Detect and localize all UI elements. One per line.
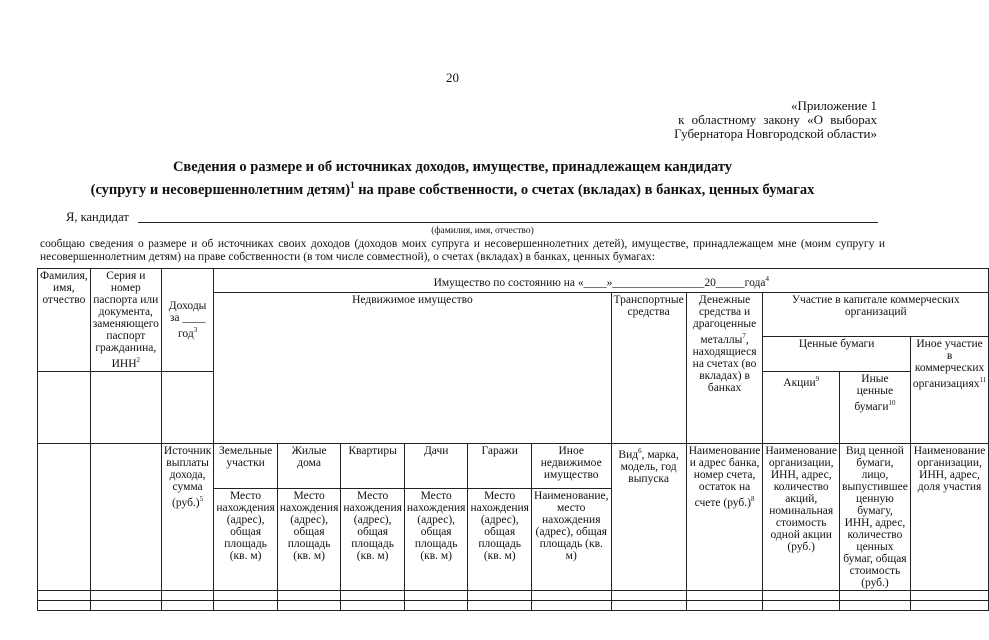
candidate-name-line[interactable] bbox=[138, 222, 878, 223]
securities-header: Ценные бумаги bbox=[763, 337, 910, 371]
money-header bbox=[686, 293, 763, 444]
property-header: Имущество по состоянию на «____»________________20_____года$^4$ bbox=[214, 269, 989, 293]
empty-cell[interactable] bbox=[840, 590, 911, 600]
empty-cell[interactable] bbox=[38, 590, 91, 600]
candidate-hint: (фамилия, имя, отчество) bbox=[431, 226, 534, 236]
dachas-header: Дачи bbox=[404, 443, 468, 488]
footnote-mark: 9 bbox=[815, 374, 820, 383]
footnote-mark: 4 bbox=[765, 274, 769, 283]
transport-header: Транспортные средства bbox=[611, 293, 686, 444]
declaration-table bbox=[37, 268, 989, 611]
blank-cell bbox=[38, 443, 91, 590]
empty-cell[interactable] bbox=[38, 600, 91, 610]
flats-header: Квартиры bbox=[341, 443, 405, 488]
other-real-estate-header: Иное недвижимое имущество bbox=[531, 443, 611, 488]
table-row bbox=[38, 590, 989, 600]
footnote-mark: 3 bbox=[193, 326, 198, 334]
other-participation-header bbox=[910, 337, 988, 443]
empty-cell[interactable] bbox=[763, 590, 840, 600]
candidate-label: Я, кандидат bbox=[66, 210, 129, 224]
garages-location: Место нахождения (адрес), общая площадь (кв. м) bbox=[468, 488, 532, 590]
footnote-mark: 7 bbox=[742, 332, 746, 340]
bank-desc bbox=[686, 443, 763, 590]
other-securities-text: Иные ценные бумаги bbox=[854, 372, 894, 413]
empty-cell[interactable] bbox=[531, 600, 611, 610]
title-line: Сведения о размере и об источниках доходов, имуществе, принадлежащем кандидату bbox=[172, 159, 733, 175]
title-line bbox=[0, 176, 905, 199]
empty-cell[interactable] bbox=[161, 590, 213, 600]
money-text: Денежные средства и драгоценные металлы bbox=[692, 294, 757, 346]
empty-cell[interactable] bbox=[214, 590, 278, 600]
footnote-mark: 5 bbox=[199, 494, 204, 503]
empty-cell[interactable] bbox=[686, 600, 763, 610]
shares-header bbox=[763, 371, 840, 443]
empty-cell[interactable] bbox=[763, 600, 840, 610]
footnote-mark: 2 bbox=[136, 356, 140, 364]
empty-cell[interactable] bbox=[90, 600, 161, 610]
footnote-mark: 6 bbox=[638, 446, 642, 455]
appendix-line: Губернатора Новгородской области» bbox=[674, 126, 877, 141]
footnote-mark: 11 bbox=[979, 376, 987, 385]
participation-header: Участие в капитале коммерческих организаций bbox=[763, 293, 989, 337]
land-header: Земельные участки bbox=[214, 443, 278, 488]
document-title bbox=[0, 158, 905, 199]
blank-cell bbox=[38, 371, 91, 443]
land-location: Место нахождения (адрес), общая площадь (кв. м) bbox=[214, 488, 278, 590]
vehicle-text: Вид bbox=[618, 448, 639, 461]
houses-header: Жилые дома bbox=[277, 443, 341, 488]
empty-cell[interactable] bbox=[277, 590, 341, 600]
property-head-part: года bbox=[744, 276, 766, 289]
houses-location: Место нахождения (адрес), общая площадь (кв. м) bbox=[277, 488, 341, 590]
property-head-part: Имущество по состоянию на «____» bbox=[433, 276, 613, 289]
real-estate-header: Недвижимое имущество bbox=[214, 293, 611, 444]
vehicle-text: , марка, модель, год выпуска bbox=[620, 448, 679, 485]
empty-cell[interactable] bbox=[214, 600, 278, 610]
col-income bbox=[161, 269, 213, 372]
page-number: 20 bbox=[446, 70, 459, 85]
vehicle-desc bbox=[611, 443, 686, 590]
other-participation-text: Иное участие в коммерческих организациях bbox=[912, 338, 985, 391]
empty-cell[interactable] bbox=[90, 590, 161, 600]
intro-text: сообщаю сведения о размере и об источниках своих доходов (доходов моих супруга и несовершеннолетних детей), имуществе, принадлежащем мне (моим супругу и несовершеннолетним детям) на праве собственности (в том числе совместной), о счетах (вкладах) в банках, ценных бумагах: bbox=[40, 238, 885, 263]
other-location: Наименование, место нахождения (адрес), общая площадь (кв. м) bbox=[531, 488, 611, 590]
other-participation-desc: Наименование организации, ИНН, адрес, доля участия bbox=[910, 443, 988, 590]
flats-location: Место нахождения (адрес), общая площадь (кв. м) bbox=[341, 488, 405, 590]
blank-cell bbox=[90, 371, 161, 443]
title-part: (супругу и несовершеннолетним детям) bbox=[90, 181, 351, 198]
income-source-text: Источник выплаты дохода, сумма (руб.) bbox=[163, 444, 212, 509]
empty-cell[interactable] bbox=[910, 590, 988, 600]
empty-cell[interactable] bbox=[686, 590, 763, 600]
footnote-mark: 10 bbox=[888, 398, 896, 407]
passport-text: Серия и номер паспорта или документа, заменяющего паспорт гражданина, ИНН bbox=[92, 270, 159, 370]
empty-cell[interactable] bbox=[910, 600, 988, 610]
footnote-mark: 8 bbox=[750, 494, 755, 503]
empty-cell[interactable] bbox=[840, 600, 911, 610]
other-securities-header bbox=[840, 371, 911, 443]
empty-cell[interactable] bbox=[611, 600, 686, 610]
bank-text: Наименование и адрес банка, номер счета, остаток на счете (руб.) bbox=[688, 444, 761, 509]
appendix-line: «Приложение 1 bbox=[790, 98, 877, 113]
empty-cell[interactable] bbox=[341, 600, 405, 610]
empty-cell[interactable] bbox=[341, 590, 405, 600]
empty-cell[interactable] bbox=[468, 600, 532, 610]
empty-cell[interactable] bbox=[277, 600, 341, 610]
blank-cell bbox=[90, 443, 161, 590]
empty-cell[interactable] bbox=[611, 590, 686, 600]
property-head-part: 20 bbox=[704, 276, 716, 289]
table-row bbox=[38, 600, 989, 610]
empty-cell[interactable] bbox=[404, 600, 468, 610]
income-source-header bbox=[161, 443, 213, 590]
money-text: , находящиеся на счетах (во вкладах) в банках bbox=[692, 333, 757, 394]
empty-cell[interactable] bbox=[468, 590, 532, 600]
dachas-location: Место нахождения (адрес), общая площадь (кв. м) bbox=[404, 488, 468, 590]
appendix-line: к областному закону «О выборах bbox=[678, 112, 877, 127]
appendix-note bbox=[674, 99, 877, 141]
col-fio: Фамилия, имя, отчество bbox=[38, 269, 91, 372]
garages-header: Гаражи bbox=[468, 443, 532, 488]
empty-cell[interactable] bbox=[531, 590, 611, 600]
other-securities-desc: Вид ценной бумаги, лицо, выпустившее ценную бумагу, ИНН, адрес, количество ценных бумаг, общая стоимость (руб.) bbox=[840, 443, 911, 590]
empty-cell[interactable] bbox=[161, 600, 213, 610]
shares-desc: Наименование организации, ИНН, адрес, количество акций, номинальная стоимость одной акции (руб.) bbox=[763, 443, 840, 590]
title-part: на праве собственности, о счетах (вкладах) в банках, ценных бумагах bbox=[354, 181, 815, 198]
shares-text: Акции bbox=[783, 376, 816, 389]
col-passport bbox=[90, 269, 161, 372]
footnote-mark: 1 bbox=[350, 180, 355, 190]
blank-cell bbox=[161, 371, 213, 443]
empty-cell[interactable] bbox=[404, 590, 468, 600]
income-text: Доходы за ____ год bbox=[168, 300, 207, 340]
